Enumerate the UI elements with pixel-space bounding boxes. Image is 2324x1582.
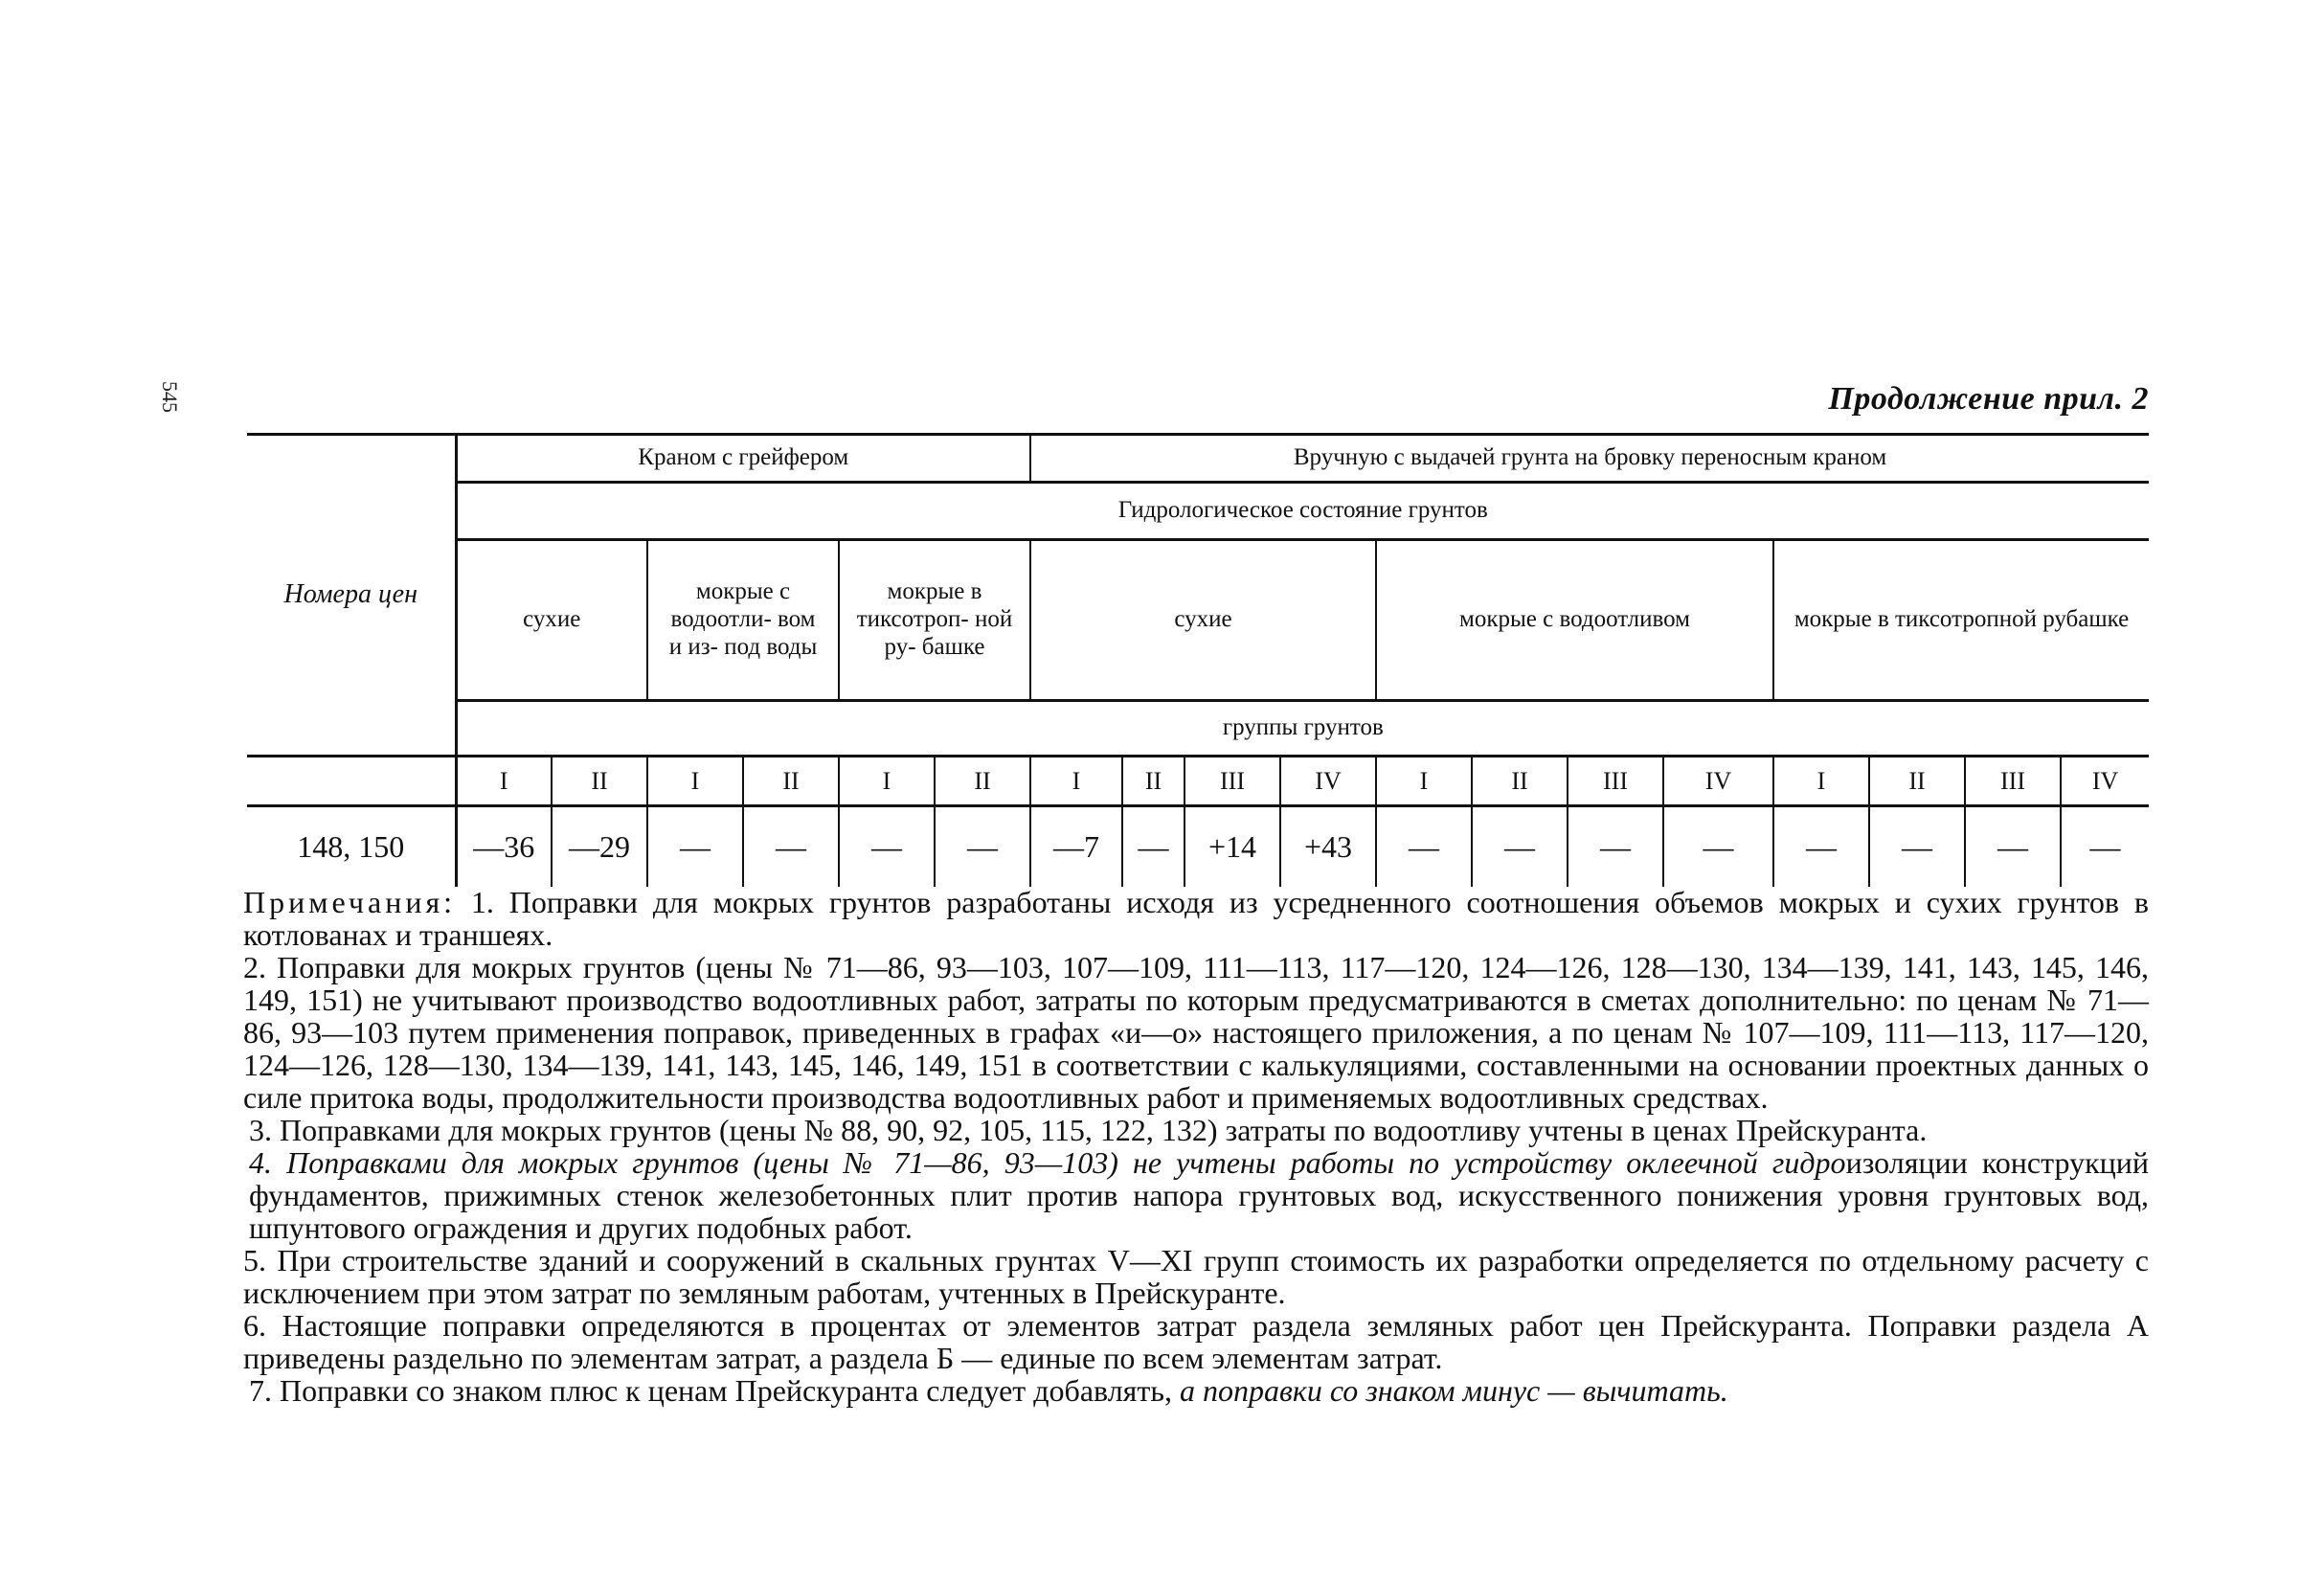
sub-thixo-crane-header: мокрые в тиксотроп- ной ру- башке <box>839 540 1030 701</box>
group-cell: II <box>743 757 839 806</box>
value-cell: +14 <box>1185 806 1280 887</box>
value-cell: — <box>1773 806 1869 887</box>
value-cell: — <box>935 806 1030 887</box>
group-cell: III <box>1568 757 1663 806</box>
group-cell: IV <box>1663 757 1773 806</box>
value-cell: —36 <box>456 806 552 887</box>
note-4-italic: 4. Поправками для мокрых грунтов (цены № 71—86, 93—103) не учтены работы по устройству оклеечной гидро <box>249 1145 1846 1180</box>
note-2: 2. Поправки для мокрых грунтов (цены № 71—86, 93—103, 107—109, 111—113, 117—120, 124—126, 128—130, 134—139, 141, 143, 145, 146, 149, 151) не учитывают производство водоотливных работ, затраты по которым предусматриваются в сметах дополнительно: по ценам № 71—86, 93—103 путем применения поправок, приведенных в графах «и—о» настоящего приложения, а по ценам № 107—109, 111—113, 117—120, 124—126, 128—130, 134—139, 141, 143, 145, 146, 149, 151 в соответствии с калькуляциями, составленными на основании проектных данных о силе притока воды, продолжительности производства водоотливных работ и применяемых водоотливных средствах. <box>243 950 2149 1115</box>
group-cell: II <box>552 757 647 806</box>
value-cell: —7 <box>1030 806 1122 887</box>
sub-wet-drain-crane-header: мокрые с водоотли- вом и из- под воды <box>647 540 839 701</box>
note-4-rest: изоляции конструкций фундаментов, прижимных стенок железобетонных плит против напора грунтовых вод, искусственного понижения уровня грунтовых вод, шпунтового ограждения и других подобных работ. <box>249 1145 2150 1245</box>
group-cell: I <box>1376 757 1472 806</box>
value-cell: — <box>1376 806 1472 887</box>
group-cell: III <box>1185 757 1280 806</box>
value-cell: — <box>1568 806 1663 887</box>
sub-dry-manual-header: сухие <box>1030 540 1376 701</box>
note-1-text: 1. Поправки для мокрых грунтов разработаны исходя из усредненного соотношения объемов мокрых и сухих грунтов в котлованах и траншеях. <box>243 885 2150 952</box>
groups-row <box>247 757 2149 806</box>
value-cell: — <box>647 806 743 887</box>
value-cell: — <box>839 806 935 887</box>
note-5: 5. При строительстве зданий и сооружений в скальных грунтах V—XI групп стоимость их разработки определяется по отдельному расчету с исключением при этом затрат по земляным работам, учтенных в Прейскуранте. <box>243 1243 2149 1310</box>
sub-thixo-manual-header: мокрые в тиксотропной рубашке <box>1773 540 2149 701</box>
value-cell: — <box>1965 806 2061 887</box>
group-cell: I <box>647 757 743 806</box>
note-4 <box>243 1146 2149 1244</box>
table-row <box>247 806 2149 887</box>
note-6: 6. Настоящие поправки определяются в процентах от элементов затрат раздела земляных работ цен Прейскуранта. Поправки раздела А приведены раздельно по элементам затрат, а раздела Б — единые по всем элементам затрат. <box>243 1308 2149 1375</box>
note-3: 3. Поправками для мокрых грунтов (цены № 88, 90, 92, 105, 115, 122, 132) затраты по водоотливу учтены в ценах Прейскуранта. <box>249 1113 1928 1147</box>
row-id-cell: 148, 150 <box>297 828 405 864</box>
method-crane-header: Краном с грейфером <box>456 435 1030 483</box>
notes-section <box>243 886 2149 1407</box>
sub-wet-drain-manual-header: мокрые с водоотливом <box>1376 540 1773 701</box>
note-7-normal: 7. Поправки со знаком плюс к ценам Прейскуранта следует добавлять, <box>249 1373 1180 1408</box>
value-cell: — <box>1663 806 1773 887</box>
group-cell: I <box>1773 757 1869 806</box>
value-cell: — <box>1472 806 1568 887</box>
page-number: 545 <box>158 381 182 413</box>
price-corrections-table <box>247 433 2149 887</box>
groups-row-label-cell <box>247 757 456 806</box>
row-label-header: Номера цен <box>247 435 456 757</box>
note-7-italic: а поправки со знаком минус — вычитать. <box>1179 1373 1728 1408</box>
method-manual-header: Вручную с выдачей грунта на бровку переносным краном <box>1030 435 2149 483</box>
note-1 <box>243 886 2149 951</box>
hydro-state-header: Гидрологическое состояние грунтов <box>456 483 2149 540</box>
group-cell: IV <box>1280 757 1376 806</box>
group-cell: I <box>456 757 552 806</box>
group-cell: II <box>1122 757 1185 806</box>
group-cell: I <box>1030 757 1122 806</box>
group-cell: III <box>1965 757 2061 806</box>
value-cell: — <box>743 806 839 887</box>
group-cell: II <box>1869 757 1965 806</box>
note-7 <box>243 1374 2149 1407</box>
group-cell: I <box>839 757 935 806</box>
group-cell: II <box>1472 757 1568 806</box>
sub-dry-crane-header: сухие <box>456 540 647 701</box>
value-cell: +43 <box>1280 806 1376 887</box>
value-cell: — <box>1122 806 1185 887</box>
soil-groups-header: группы грунтов <box>456 701 2149 757</box>
value-cell: —29 <box>552 806 647 887</box>
value-cell: — <box>1869 806 1965 887</box>
notes-label: Примечания: <box>243 885 457 919</box>
continuation-title: Продолжение прил. 2 <box>1828 381 2149 417</box>
value-cell: — <box>2061 806 2149 887</box>
group-cell: IV <box>2061 757 2149 806</box>
group-cell: II <box>935 757 1030 806</box>
